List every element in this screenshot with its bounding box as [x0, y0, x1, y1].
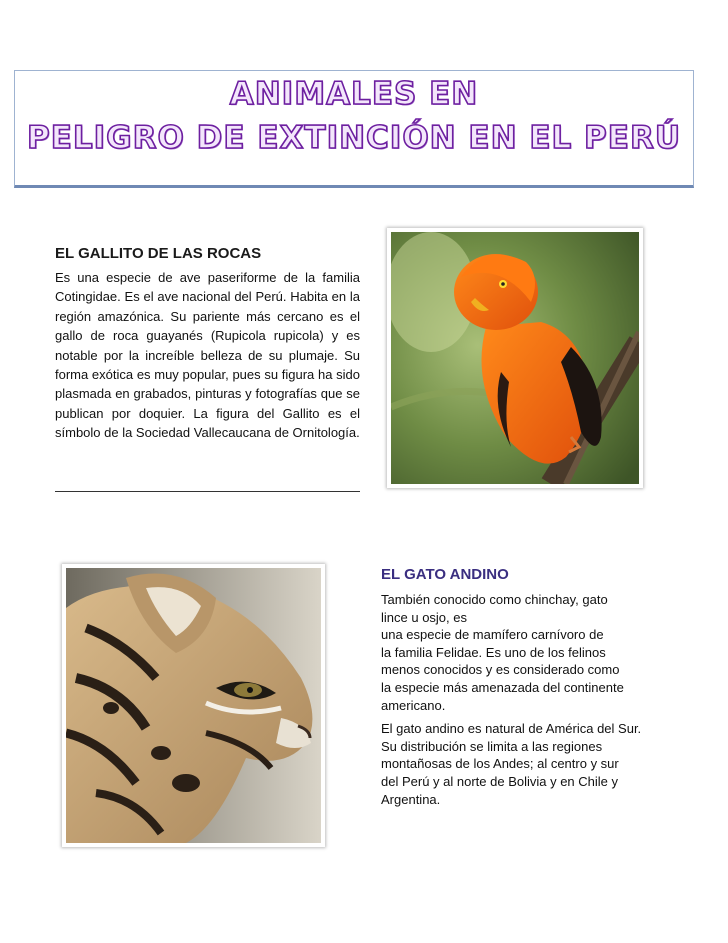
gallito-description: Es una especie de ave paseriforme de la familia Cotingidae. Es el ave nacional del Perú. Habita en la región amazónica. Su pariente más cercano es el gallo de roca guayanés (Rupicola rupicola) y es notable por la increíble belleza de su plumaje. Su forma exótica es muy popular, pues su figura ha sido plasmada en grabados, pinturas y fotografías que se publican por doquier. La figura del Gallito es el símbolo de la Sociedad Vallecaucana de Ornitología. — [55, 270, 360, 441]
gallito-section — [55, 245, 360, 443]
gato-p2-line: El gato andino es natural de América del Sur. — [381, 721, 642, 737]
gato-p1-line: americano. — [381, 697, 446, 713]
gallito-photo — [387, 228, 643, 488]
page-title-line-2: PELIGRO DE EXTINCIÓN EN EL PERÚ — [27, 120, 681, 156]
gato-p1-line: También conocido como chinchay, gato — [381, 592, 608, 607]
gato-p2-line: del Perú y al norte de Bolivia y en Chile y — [381, 773, 619, 789]
gato-p1-line: lince u osjo, es — [381, 609, 467, 625]
gato-p1-line: la especie más amenazada del continente — [381, 679, 624, 695]
page-title-line-1: ANIMALES EN — [229, 76, 479, 112]
gallito-heading: EL GALLITO DE LAS ROCAS — [55, 245, 262, 262]
gato-p1-line: una especie de mamífero carnívoro de — [381, 627, 604, 643]
gato-section — [381, 566, 681, 814]
section-divider — [55, 491, 360, 492]
title-banner — [14, 70, 694, 188]
gato-p2-line: Su distribución se limita a las regiones — [381, 738, 603, 754]
gato-heading: EL GATO ANDINO — [381, 566, 509, 583]
gato-paragraph-1 — [381, 591, 681, 714]
gato-p2-line: Argentina. — [381, 791, 441, 807]
gato-paragraph-2 — [381, 720, 681, 808]
gato-p1-line: la familia Felidae. Es uno de los felinos — [381, 644, 606, 660]
gato-andino-photo — [62, 564, 325, 847]
gato-p2-line: montañosas de los Andes; al centro y sur — [381, 756, 619, 772]
gato-p1-line: menos conocidos y es considerado como — [381, 662, 620, 678]
